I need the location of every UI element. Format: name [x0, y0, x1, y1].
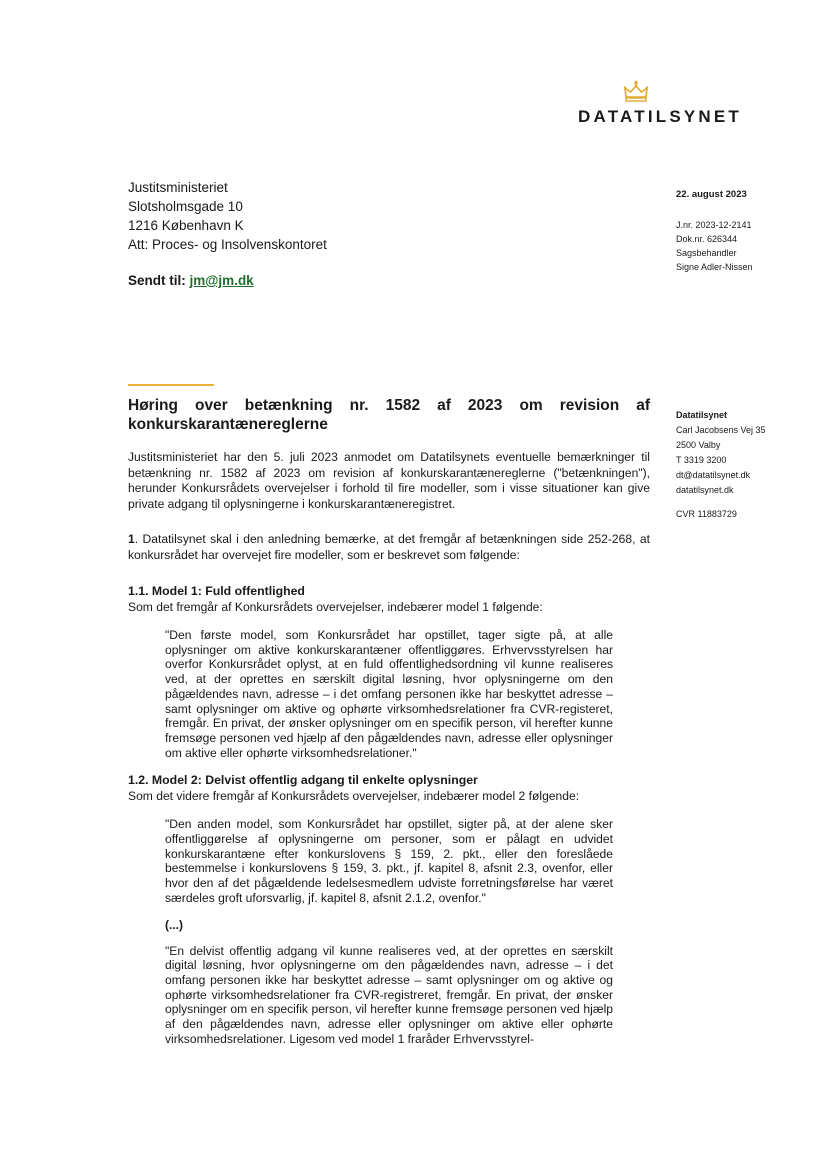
- sent-to: [128, 273, 254, 288]
- model-1-quote: "Den første model, som Konkursrådet har opstillet, tager sigte på, at alle oplysninger om aktive konkurskarantæner offentliggøres. Erhvervsstyrelsen har overfor Konkursrådet oplyst, at en fuld offentlighedsordning vil kunne realiseres ved, at der oprettes en særskilt digital løsning, hvor oplysningerne om den pågældendes navn, adresse – i det omfang personen ikke har beskyttet adresse – samt oplysninger om aktive og ophørte virksomhedsrelationer fra CVR-registeret, fremgår. En privat, der ønsker oplysninger om en specifik person, vil herefter kunne fremsøge personen ved hjælp af den pågældendes navn, adresse eller oplysninger om aktive eller ophørte virksomhedsrelationer.": [165, 628, 613, 760]
- sender-city: 2500 Valby: [676, 440, 721, 450]
- accent-rule: [128, 384, 214, 386]
- sender-email: dt@datatilsynet.dk: [676, 470, 751, 480]
- sender-cvr: CVR 11883729: [676, 509, 737, 519]
- model-2-heading: 1.2. Model 2: Delvist offentlig adgang til enkelte oplysninger: [128, 773, 478, 788]
- sender-street: Carl Jacobsens Vej 35: [676, 425, 766, 435]
- document-number: Dok.nr. 626344: [676, 234, 738, 244]
- model-2-quote-2: "En delvist offentlig adgang vil kunne realiseres ved, at der oprettes en særskilt digital løsning, hvor oplysningerne om den pågældendes navn, adresse – i det omfang personen ikke har beskyttet adresse – samt oplysninger om og aktive og ophørte virksomhedsrelationer fra CVR-registreret, fremgår. En privat, der ønsker oplysninger om en specifik person, vil herefter kunne fremsøge personen ved hjælp af den pågældendes navn, adresse eller oplysninger om aktive eller ophørte virksomhedsrelationer. Ligesom ved model 1 fraråder Erhvervsstyrel-: [165, 943, 613, 1046]
- section-1-text: . Datatilsynet skal i den anledning bemærke, at det fremgår af betænkningen side 252-268, at konkursrådet har overvejet fire modeller, som er beskrevet som følgende:: [128, 532, 650, 562]
- model-1-heading: 1.1. Model 1: Fuld offentlighed: [128, 584, 305, 598]
- quote-ellipsis: (...): [165, 917, 183, 932]
- journal-number: J.nr. 2023-12-2141: [676, 220, 752, 230]
- recipient-line: 1216 København K: [128, 218, 244, 233]
- intro-paragraph: Justitsministeriet har den 5. juli 2023 anmodet om Datatilsynets eventuelle bemærkninger til betænkning nr. 1582 af 2023 om revision af konkurskarantænereglerne ("betænkningen"), herunder Konkursrådets overvejelser i forhold til fire modeller, som i visse situationer kan give private adgang til oplysningerne i konkurskarantæneregistret.: [128, 450, 650, 511]
- recipient-line: Att: Proces- og Insolvenskontoret: [128, 237, 327, 252]
- section-1-paragraph: [128, 532, 650, 563]
- sender-phone: T 3319 3200: [676, 455, 727, 465]
- caseworker-name: Signe Adler-Nissen: [676, 262, 753, 272]
- sender-contact: [676, 408, 766, 522]
- recipient-line: Slotsholmsgade 10: [128, 199, 243, 214]
- document-body: [128, 396, 650, 1046]
- model-1-lead: Som det fremgår af Konkursrådets overvejelser, indebærer model 1 følgende:: [128, 599, 543, 614]
- sender-website: datatilsynet.dk: [676, 485, 734, 495]
- section-1-number: 1: [128, 532, 135, 546]
- crown-logo-icon: [622, 80, 650, 104]
- model-2-lead: Som det videre fremgår af Konkursrådets overvejelser, indebærer model 2 følgende:: [128, 788, 580, 803]
- sent-to-label: Sendt til:: [128, 273, 186, 288]
- caseworker-label: Sagsbehandler: [676, 248, 737, 258]
- document-date: 22. august 2023: [676, 189, 747, 200]
- model-2-quote-1: "Den anden model, som Konkursrådet har opstillet, sigter på, at der alene sker offentliggørelse af oplysningerne om personer, som er pålagt en udvidet konkurskarantæne efter konkurslovens § 159, 2. pkt., eller den foreslåede bestemmelse i konkurslovens § 159, 3. pkt., jf. kapitel 8, afsnit 2.3, ovenfor, eller hvor den af det pågældende ledelsesmedlem udviste forretningsførelse har været særdeles groft uforsvarlig, jf. kapitel 8, afsnit 2.1.2, ovenfor.": [165, 817, 613, 905]
- brand-logo-text: DATATILSYNET: [578, 107, 742, 126]
- document-meta: [676, 188, 753, 274]
- sent-to-email-link[interactable]: jm@jm.dk: [189, 273, 254, 288]
- recipient-address: [128, 178, 327, 254]
- document-title: Høring over betænkning nr. 1582 af 2023 om revision af konkurskarantænereglerne: [128, 397, 650, 433]
- recipient-line: Justitsministeriet: [128, 180, 228, 195]
- sender-org: Datatilsynet: [676, 410, 728, 420]
